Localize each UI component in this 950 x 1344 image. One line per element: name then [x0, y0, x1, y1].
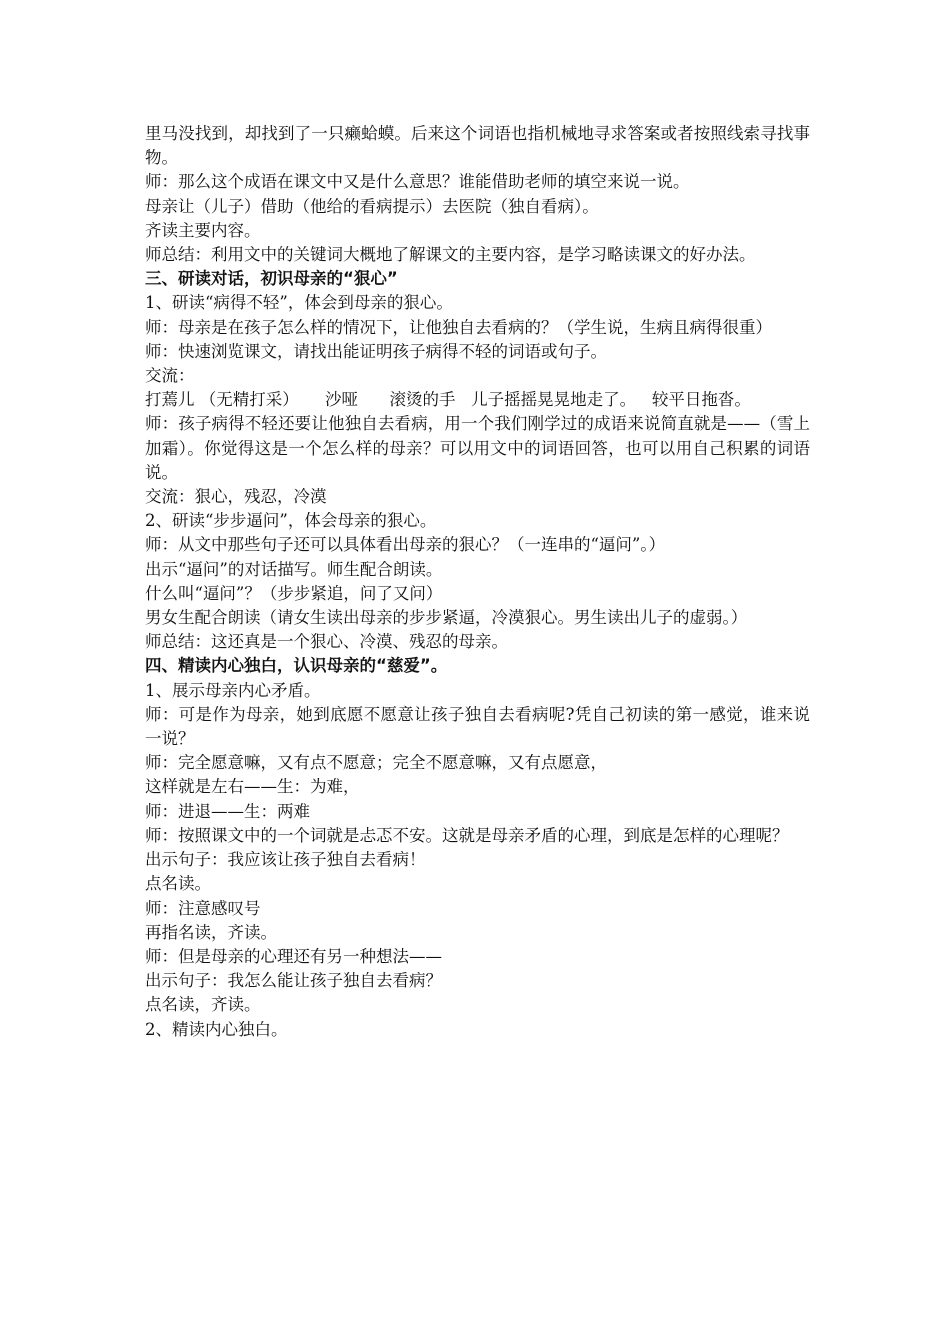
section-heading: 四、精读内心独白，认识母亲的“慈爱”。 [145, 656, 448, 676]
paragraph: 打蔫儿 （无精打采） 沙哑 滚烫的手 儿子摇摇晃晃地走了。 较平日拖沓。 [145, 390, 751, 410]
paragraph: 1、研读“病得不轻”，体会到母亲的狠心。 [145, 293, 453, 313]
paragraph: 这样就是左右——生：为难， [145, 777, 360, 797]
paragraph: 师：注意感叹号 [145, 898, 261, 918]
paragraph: 师：母亲是在孩子怎么样的情况下，让他独自去看病的？（学生说，生病且病得很重） [145, 317, 772, 337]
paragraph: 师：那么这个成语在课文中又是什么意思？谁能借助老师的填空来说一说。 [145, 172, 690, 192]
paragraph: 再指名读，齐读。 [145, 922, 277, 942]
paragraph: 点名读，齐读。 [145, 995, 261, 1015]
document-page [145, 122, 810, 1042]
paragraph: 师：按照课文中的一个词就是忐忑不安。这就是母亲矛盾的心理，到底是怎样的心理呢？ [145, 825, 789, 845]
paragraph: 1、展示母亲内心矛盾。 [145, 680, 321, 700]
paragraph: 2、精读内心独白。 [145, 1019, 288, 1039]
paragraph: 师：完全愿意嘛，又有点不愿意；完全不愿意嘛，又有点愿意， [145, 753, 607, 773]
paragraph: 齐读主要内容。 [145, 220, 261, 240]
paragraph: 出示句子：我应该让孩子独自去看病！ [145, 850, 426, 870]
paragraph: 师：快速浏览课文，请找出能证明孩子病得不轻的词语或句子。 [145, 341, 607, 361]
paragraph: 男女生配合朗读（请女生读出母亲的步步紧逼，冷漠狠心。男生读出儿子的虚弱。） [145, 608, 748, 628]
paragraph: 里马没找到，却找到了一只癞蛤蟆。后来这个词语也指机械地寻求答案或者按照线索寻找事物。 [145, 124, 810, 168]
paragraph: 交流：狠心，残忍，冷漠 [145, 487, 327, 507]
paragraph: 出示“逼问”的对话描写。师生配合朗读。 [145, 559, 443, 579]
paragraph: 出示句子：我怎么能让孩子独自去看病？ [145, 971, 442, 991]
paragraph: 师总结：利用文中的关键词大概地了解课文的主要内容，是学习略读课文的好办法。 [145, 245, 756, 265]
paragraph: 母亲让（儿子）借助（他给的看病提示）去医院（独自看病）。 [145, 196, 599, 216]
section-heading: 三、研读对话，初识母亲的“狠心” [145, 269, 398, 289]
paragraph: 2、研读“步步逼问”，体会母亲的狠心。 [145, 511, 437, 531]
paragraph: 师总结：这还真是一个狠心、冷漠、残忍的母亲。 [145, 632, 508, 652]
paragraph: 师：进退——生：两难 [145, 801, 310, 821]
paragraph: 交流： [145, 366, 195, 386]
paragraph: 点名读。 [145, 874, 211, 894]
paragraph: 师：孩子病得不轻还要让他独自去看病，用一个我们刚学过的成语来说简直就是——（雪上加霜）。你觉得这是一个怎么样的母亲？可以用文中的词语回答，也可以用自己积累的词语说。 [145, 414, 810, 482]
paragraph: 师：但是母亲的心理还有另一种想法—— [145, 946, 442, 966]
paragraph: 什么叫“逼问”？（步步紧追，问了又问） [145, 583, 443, 603]
paragraph: 师：可是作为母亲，她到底愿不愿意让孩子独自去看病呢?凭自己初读的第一感觉，谁来说一说？ [145, 704, 810, 749]
paragraph: 师：从文中那些句子还可以具体看出母亲的狠心？（一连串的“逼问”。） [145, 535, 666, 555]
